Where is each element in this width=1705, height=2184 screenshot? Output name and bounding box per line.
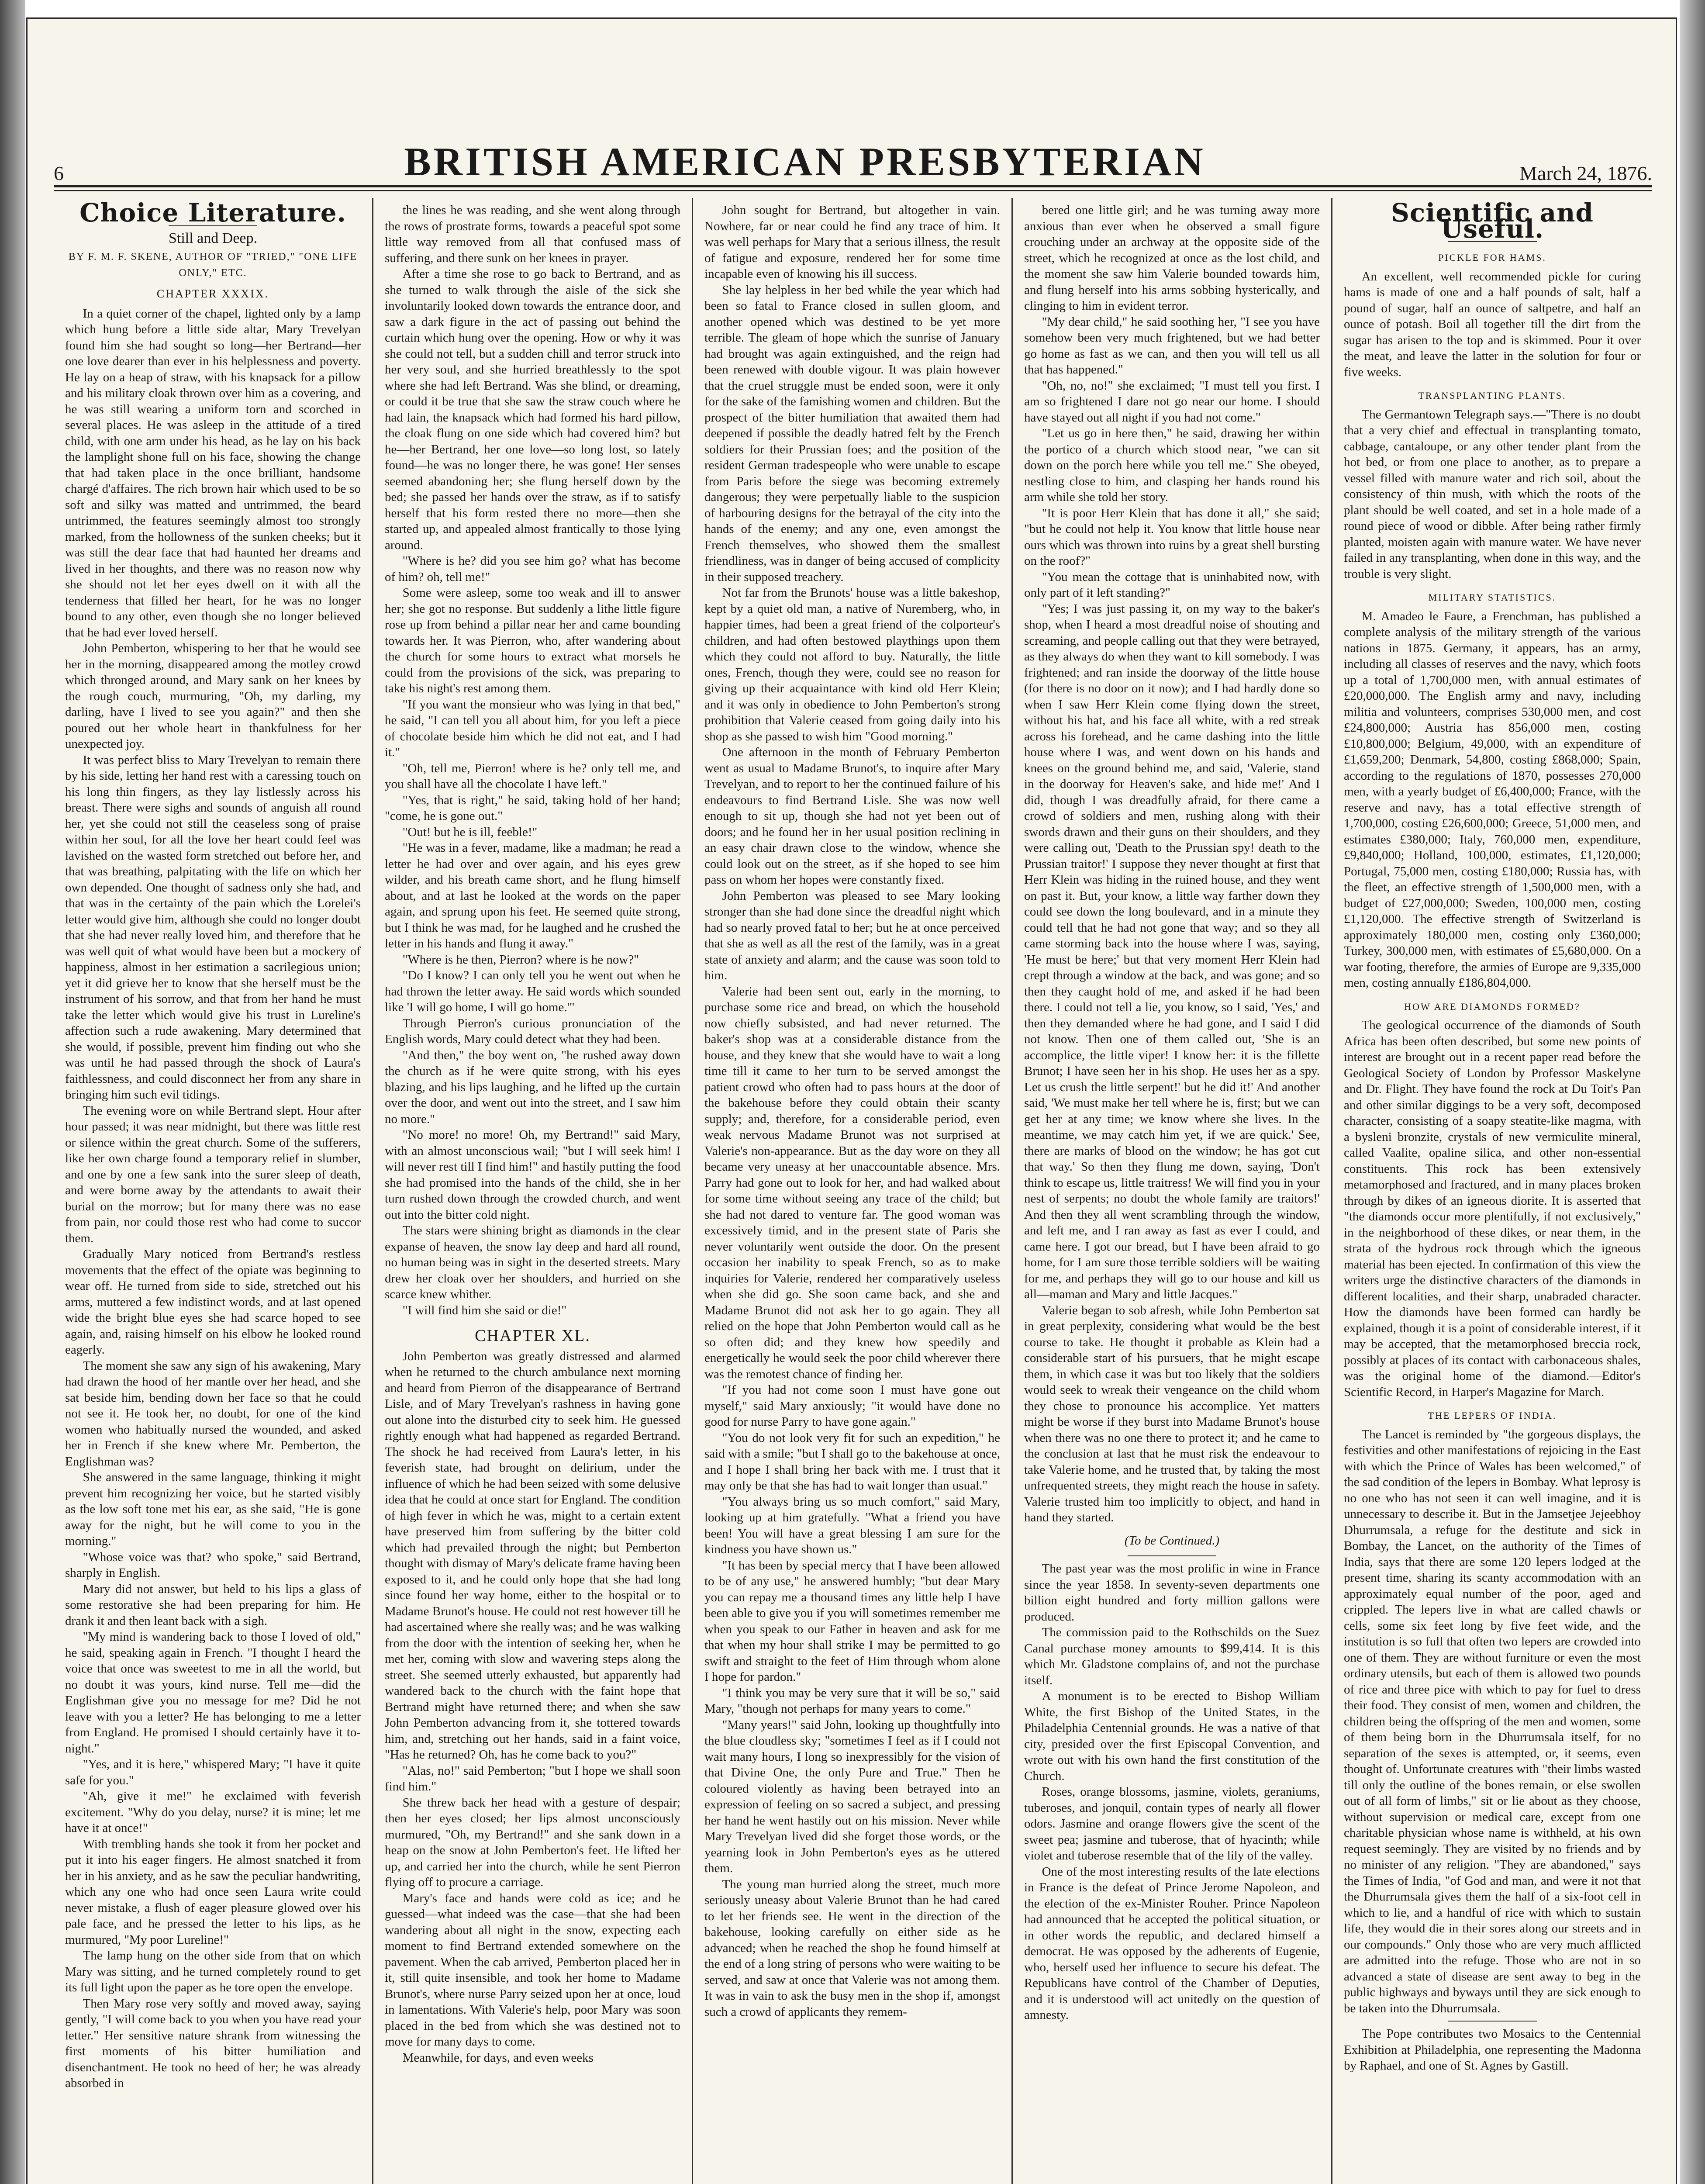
- paragraph: "It has been by special mercy that I have been allowed to be of any use," he answered humbly; "but dear Mary you can repay me a thousand times any little help I have been able to give you if you will sometimes remember me when you speak to our Father in heaven and ask for me that when my hour shall strike I may be permitted to go swift and straight to the feet of Him through whom alone I hope for pardon.": [704, 1558, 1000, 1684]
- paragraph: The moment she saw any sign of his awakening, Mary had drawn the hood of her mantle over her head, and she sat beside him, bending down her face so that he could not see it. He took her, no doubt, for one of the kind women who habitually nursed the wounded, and asked her in French if she knew where Mr. Pemberton, the Englishman was?: [65, 1358, 361, 1469]
- paragraph: She lay helpless in her bed while the year which had been so fatal to France closed in sullen gloom, and another opened which was destined to be yet more terrible. The gleam of hope which the sunrise of January had brought was again extinguished, and the reign had been renewed with double vigour. It was plain however that the cruel struggle must be ended soon, were it only for the sake of the famishing women and children. But the prospect of the bitter humiliation that awaited them had deepened if possible the deadly hatred felt by the French soldiers for their Prussian foes; and the position of the resident German tradespeople who were unable to escape from Paris before the siege was becoming extremely dangerous; they were perpetually liable to the suspicion of harbouring designs for the betrayal of the city into the hands of the enemy; and any one, even amongst the French themselves, who showed them the smallest friendliness, was in danger of being accused of complicity in their supposed treachery.: [704, 283, 1000, 584]
- paragraph: The stars were shining bright as diamonds in the clear expanse of heaven, the snow lay deep and hard all round, no human being was in sight in the deserted streets. Mary drew her cloak over her shoulders, and hurried on she scarce knew whither.: [385, 1223, 680, 1301]
- article-body: [1024, 202, 1320, 1526]
- paragraph: Not far from the Brunots' house was a little bakeshop, kept by a quiet old man, a native of Nuremberg, who, in happier times, had been a great friend of the colporteur's children, and had often bestowed playthings upon them which they could not afford to buy. Naturally, the little ones, French, though they were, could see no reason for giving up their acquaintance with kind old Herr Klein; and it was only in obedience to John Pemberton's strong prohibition that Valerie ceased from going daily into his shop as she passed to wish him "Good morning.": [704, 586, 1000, 743]
- paragraph: "It is poor Herr Klein that has done it all," she said; "but he could not help it. You know that little house near ours which was thrown into ruins by a great shell bursting on the roof?": [1024, 506, 1320, 568]
- paragraph: "Whose voice was that? who spoke," said Bertrand, sharply in English.: [65, 1550, 361, 1580]
- chapter-heading: CHAPTER XL.: [475, 1327, 590, 1345]
- paragraph: "Yes, and it is here," whispered Mary; "I have it quite safe for you.": [65, 1757, 361, 1787]
- item-heading: TRANSPLANTING PLANTS.: [1418, 390, 1567, 401]
- item-heading: HOW ARE DIAMONDS FORMED?: [1404, 1001, 1581, 1012]
- article-body: [65, 306, 361, 2091]
- paragraph: "Out! but he is ill, feeble!": [402, 825, 538, 839]
- paragraph: "Oh, no, no!" she exclaimed; "I must tell you first. I am so frightened I dare not go near our home. I should have stayed out all night if you had not come.": [1024, 378, 1320, 425]
- paragraph: Gradually Mary noticed from Bertrand's restless movements that the effect of the opiate was beginning to wear off. He turned from side to side, stretched out his arms, muttered a few indistinct words, and at last opened wide the bright blue eyes she had scarce hoped to see again, and, raising himself on his elbow he looked round eagerly.: [65, 1247, 361, 1357]
- article-body: [704, 202, 1000, 2020]
- column-2: [373, 198, 693, 2184]
- paragraph: "My dear child," he said soothing her, "I see you have somehow been very much frightened, but we had better go home as fast as we can, and then you will tell us all that has happened.": [1024, 314, 1320, 377]
- continued-note: (To be Continued.): [1124, 1533, 1220, 1548]
- paragraph: bered one little girl; and he was turning away more anxious than ever when he observed a small figure crouching under an archway at the opposite side of the street, which he recognized at once as the lost child, and the moment she saw him Valerie bounded towards him, and flung herself into his arms sobbing hysterically, and clinging to him in evident terror.: [1024, 203, 1320, 313]
- masthead-rule: [54, 190, 1652, 191]
- paragraph: With trembling hands she took it from her pocket and put it into his eager fingers. He almost snatched it from her in his anxiety, and as he saw the peculiar handwriting, which any one who had once seen Laura write could never mistake, a flush of eager pleasure glowed over his pale face, and he pressed the letter to his lips, as he murmured, "My poor Lureline!": [65, 1837, 361, 1947]
- story-title: Still and Deep.: [168, 230, 258, 246]
- paragraph: John Pemberton was pleased to see Mary looking stronger than she had done since the dreadful night which had so nearly proved fatal to her; but he at once perceived that she as well as all the rest of the family, was in a great state of anxiety and alarm; and the cause was soon told to him.: [704, 888, 1000, 982]
- section-heading: Choice Literature.: [79, 198, 346, 228]
- item-text: The Germantown Telegraph says.—"There is no doubt that a very chief and effectual in transplanting tomato, cabbage, cantaloupe, or any other tender plant from the hot bed, or from one place to another, as to prepare a vessel filled with manure water and rich soil, about the consistency of thin mush, with which the roots of the plant should be well coated, and set in a hole made of a round piece of wood or dibble. After being rather firmly planted, moisten again with manure water. We have never failed in any transplanting, when done in this way, and the trouble is very slight.: [1344, 407, 1641, 581]
- article-body: [385, 1348, 680, 2066]
- paragraph: A monument is to be erected to Bishop William White, the first Bishop of the United States, in the Philadelphia Centennial grounds. He was a native of that city, presided over the first Episcopal Convention, and wrote out with his own hand the first constitution of the Church.: [1024, 1689, 1320, 1783]
- paragraph: "My mind is wandering back to those I loved of old," he said, speaking again in French. "I thought I heard the voice that once was sweetest to me in all the world, but no doubt it was yours, kind nurse. Tell me—did the Englishman give you no message for me? Did he not leave with you a letter? He has belonging to me a letter from England. He promised I should certainly have it to-night.": [65, 1630, 361, 1755]
- paragraph: "Yes; I was just passing it, on my way to the baker's shop, when I heard a most dreadful noise of shouting and screaming, and people calling out that they were betrayed, as they always do when they want to kill somebody. I was frightened; and ran inside the doorway of the little house (for there is no door on it now); and I had hardly done so when I saw Herr Klein come flying down the street, without his hat, and his face all white, with a red streak across his forehead, and he came dashing into the little house where I was, and went down on his hands and knees on the ground behind me, and said, 'Valerie, stand in the doorway for Heaven's sake, and hide me!' And I did, though I was dreadfully afraid, for there came a crowd of soldiers and men, rushing along with their swords drawn and their guns on their shoulders, and they were calling out, 'Death to the Prussian spy! death to the Prussian traitor!' I suppose they never thought at first that Herr Klein was hiding in the ruined house, and they went on past it. But, your know, a little way farther down they could see down the long boulevard, and in a minute they could tell that he had not gone that way; and so they all came storming back into the house where I was, saying, 'He must be here;' but that very moment Herr Klein had crept through a window at the back, and was gone; and so then they caught hold of me, and asked if he had been there. I could not tell a lie, you know, so I said, 'Yes,' and then they demanded where he had gone, and I said I did not know. Then one of them called out, 'She is an accomplice, the little viper! I know her: it is the fillette Brunot; I have seen her in his shop. He uses her as a spy. Let us crush the little serpent!' but he did it!' And another said, 'We must make her tell where he is, first; but we can get her at any time; we know where she lives. In the meantime, we may catch him yet, if we are quick.' See, there are marks of blood on the window; he has got cut that way.' So then they flung me down, saying, 'Don't think to escape us, little traitress! We will find you in your nest of serpents; no doubt the whole family are traitors!' And then they all went scrambling through the window, and left me, and I ran away as fast as ever I could, and came here. I got our bread, but I have been afraid to go home, for I am sure those terrible soldiers will be waiting for me, and perhaps they will go to our house and kill us all—maman and Mary and little Jacques.": [1024, 601, 1320, 1301]
- paragraph: Valerie had been sent out, early in the morning, to purchase some rice and bread, on which the household now chiefly subsisted, and had never returned. The baker's shop was at a considerable distance from the house, and they knew that she would have to wait a long time till it came to her turn to be served amongst the patient crowd who often had to pass hours at the door of the bakehouse before they could obtain their scanty supply; and, therefore, for a considerable period, even weak nervous Madame Brunot was not surprised at Valerie's non-appearance. But as the day wore on they all became very uneasy at her unaccountable absence. Mrs. Parry had gone out to look for her, and had walked about for some time without seeing any trace of the child; but she had not dared to venture far. The good woman was excessively timid, and in the present state of Paris she never voluntarily went outside the door. On the present occasion her inability to speak French, so as to make inquiries for Valerie, rendered her comparatively useless when she did go. She soon came back, and she and Madame Brunot did not ask her to go again. They all relied on the hope that John Pemberton would call as he so often did; and they knew how speedily and energetically he would seek the poor child wherever there was the remotest chance of finding her.: [704, 984, 1000, 1381]
- newspaper-page: [26, 17, 1677, 2184]
- column-3: [693, 198, 1013, 2184]
- paragraph: The lamp hung on the other side from that on which Mary was sitting, and he turned completely round to get its full light upon the paper as he tore open the envelope.: [65, 1949, 361, 1994]
- paragraph: "Do I know? I can only tell you he went out when he had thrown the letter away. He said words which sounded like 'I will go home, I will go home.'": [385, 968, 680, 1014]
- item-text: The geological occurrence of the diamonds of South Africa has been often described, but some new points of interest are brought out in a recent paper read before the Geological Society of London by Professor Maskelyne and Dr. Flight. They have found the rock at Du Toit's Pan and other similar diggings to be a very soft, decomposed character, consisting of a soapy steatite-like magma, with a bysleni bronzite, crystals of new vermiculite mineral, called Vaalite, opaline silica, and other non-essential constituents. This rock has been extensively metamorphosed and fractured, and in many places broken through by dikes of an igneous diorite. It is asserted that "the diamonds occur more plentifully, if not exclusively," in the neighborhood of these dikes, or near them, in the strata of the hydrous rock through which the igneous material has been ejected. In confirmation of this view the writers urge the distinctive characters of the diamonds in different localities, and their sharp, unabraded character. How the diamonds have been formed can hardly be explained, though it is a point of considerable interest, if it may be accepted, that the metamorphosed breccia rock, possibly at places of its contact with carbonaceous shales, was the original home of the diamond.—Editor's Scientific Record, in Harper's Magazine for March.: [1344, 1018, 1641, 1399]
- item-text: The Pope contributes two Mosaics to the Centennial Exhibition at Philadelphia, one representing the Madonna by Raphael, and one of St. Agnes by Gastill.: [1344, 2027, 1641, 2073]
- page-edge-left: [0, 0, 25, 2184]
- divider: [1128, 1555, 1216, 1556]
- paragraph: "You always bring us so much comfort," said Mary, looking up at him gratefully. "What a friend you have been! You will have a great blessing I am sure for the kindness you have shown us.": [704, 1494, 1000, 1556]
- column-5: [1332, 198, 1652, 2184]
- paragraph: "No more! no more! Oh, my Bertrand!" said Mary, with an almost unconscious wail; "but I will seek him! I will never rest till I find him!" and hastily putting the food she had promised into the hands of the child, she in her turn rushed down through the crowded church, and went out into the bitter cold night.: [385, 1128, 680, 1222]
- paragraph: "I will find him she said or die!": [402, 1303, 567, 1317]
- paragraph: She threw back her head with a gesture of despair; then her eyes closed; her lips almost unconsciously murmured, "Oh, my Bertrand!" and she sank down in a heap on the snow at John Pemberton's feet. He lifted her up, and carried her into the church, while he sent Pierron flying off to procure a carriage.: [385, 1795, 680, 1889]
- paragraph: The past year was the most prolific in wine in France since the year 1858. In seventy-seven departments one billion eight hundred and forty million gallons were produced.: [1024, 1562, 1320, 1624]
- paragraph: "Many years!" said John, looking up thoughtfully into the blue cloudless sky; "sometimes I feel as if I could not wait many hours, I long so inexpressibly for the vision of that Divine One, the only Pure and True." Then he coloured violently as having been betrayed into an expression of feeling on so sacred a subject, and pressing her hand he went hastily out on his mission. Never while Mary Trevelyan lived did she forget those words, or the yearning look in John Pemberton's eyes as he uttered them.: [704, 1717, 1000, 1875]
- news-items: [1024, 1561, 1320, 2023]
- paragraph: Then Mary rose very softly and moved away, saying gently, "I will come back to you when you have read your letter." Her sensitive nature shrank from witnessing the first moments of his bitter humiliation and disenchantment. He took no heed of her; he was already absorbed in: [65, 1996, 361, 2090]
- paragraph: One afternoon in the month of February Pemberton went as usual to Madame Brunot's, to inquire after Mary Trevelyan, and to report to her the continued failure of his endeavours to find Bertrand Lisle. She was now well enough to sit up, though she had not yet been out of doors; and he found her in her usual position reclining in an easy chair drawn close to the window, whence she could look out on the street, as if she hoped to see him pass on whom her hopes were constantly fixed.: [704, 745, 1000, 887]
- paragraph: In a quiet corner of the chapel, lighted only by a lamp which hung before a little side altar, Mary Trevelyan found him she had sought so long—her Bertrand—her one love dearer than ever in his helplessness and poverty. He lay on a heap of straw, with his knapsack for a pillow and his military cloak thrown over him as a covering, and he was still wearing a uniform torn and scorched in several places. He was asleep in the attitude of a tired child, with one arm under his head, as he lay on his back the lamplight shone full on his face, showing the change that had taken place in the once brilliant, handsome chargé d'affaires. The rich brown hair which used to be so soft and silky was matted and untrimmed, the beard untrimmed, the features seemingly almost too strongly marked, from the hollowness of the sunken cheeks; but it was still the dear face that had haunted her dreams and lived in her thoughts, and there was no reason now why she should not let her eyes dwell on it with all the tenderness that filled her heart, for he was no longer bound to any other, even though she no longer believed that he had ever loved herself.: [65, 306, 361, 639]
- paragraph: the lines he was reading, and she went along through the rows of prostrate forms, towards a peaceful spot some little way removed from all that confused mass of suffering, and there sunk on her knees in prayer.: [385, 203, 680, 265]
- paragraph: Some were asleep, some too weak and ill to answer her; she got no response. But suddenly a lithe little figure rose up from behind a pillar near her and came bounding towards her. It was Pierron, who, after wandering about the church for some hours to extract what morsels he could from the provisions of the sick, was preparing to take his night's rest among them.: [385, 586, 680, 695]
- scientific-items: [1344, 250, 1641, 2074]
- paragraph: John Pemberton was greatly distressed and alarmed when he returned to the church ambulance next morning and heard from Pierron of the disappearance of Bertrand Lisle, and of Mary Trevelyan's rashness in having gone out alone into the disturbed city to seek him. He guessed rightly enough what had happened as regarded Bertrand. The shock he had received from Laura's letter, in his feverish state, had brought on delirium, under the influence of which he had been seized with some delusive idea that he could at once start for England. The condition of high fever in which he was, might to a certain extent have preserved him from suffering by the bitter cold which had prevailed through the night; but Pemberton thought with dismay of Mary's delicate frame having been exposed to it, and he could only hope that she had long since found her way home, either to the hospital or to Madame Brunot's house. He could not rest however till he had ascertained where she really was; and he was walking from the door with the intention of seeking her, when he met her, coming with slow and wavering steps along the street. She seemed utterly exhausted, but apparently had wandered back to the church with the faint hope that Bertrand might have returned there; and when she saw John Pemberton advancing from it, she tottered towards him, and, stretching out her hands, said in a faint voice, "Has he returned? Oh, has he come back to you?": [385, 1349, 680, 1762]
- paragraph: "And then," the boy went on, "he rushed away down the church as if he were quite strong, with his eyes blazing, and his lips laughing, and he lifted up the curtain over the door, and went out into the street, and I saw him no more.": [385, 1048, 680, 1126]
- paragraph: She answered in the same language, thinking it might prevent him recognizing her voice, but he started visibly as the low soft tone met his ear, as she said, "He is gone away for the night, but he will come to you in the morning.": [65, 1470, 361, 1548]
- column-4: [1013, 198, 1332, 2184]
- divider: [1448, 2021, 1537, 2022]
- paragraph: Mary's face and hands were cold as ice; and he guessed—what indeed was the case—that she had been wandering about all night in the snow, expecting each moment to find Bertrand extended somewhere on the pavement. When the cab arrived, Pemberton placed her in it, still quite insensible, and took her home to Madame Brunot's, where nurse Parry seized upon her at once, loud in lamentations. With Valerie's help, poor Mary was soon placed in the bed from which she was destined not to move for many days to come.: [385, 1891, 680, 2049]
- paragraph: "Alas, no!" said Pemberton; "but I hope we shall soon find him.": [385, 1763, 680, 1794]
- paragraph: "You mean the cottage that is uninhabited now, with only part of it left standing?": [1024, 570, 1320, 600]
- paragraph: The commission paid to the Rothschilds on the Suez Canal purchase money amounts to $99,414. It is this which Mr. Gladstone complains of, and not the purchase itself.: [1024, 1625, 1320, 1687]
- section-heading: Scientific and Useful.: [1391, 198, 1594, 244]
- column-1: [54, 198, 373, 2184]
- paragraph: John sought for Bertrand, but altogether in vain. Nowhere, far or near could he find any trace of him. It was well perhaps for Mary that a serious illness, the result of fatigue and exposure, rendered her for some time incapable even of knowing his ill success.: [704, 203, 1000, 281]
- page-edge-right: [1680, 0, 1705, 2184]
- paragraph: "Ah, give it me!" he exclaimed with feverish excitement. "Why do you delay, nurse? it is mine; let me have it at once!": [65, 1789, 361, 1835]
- item-text: An excellent, well recommended pickle for curing hams is made of one and a half pounds of salt, half a pound of sugar, half an ounce of saltpetre, and half an ounce of potash. Boil all together till the dirt from the sugar has arisen to the top and is skimmed. Pour it over the meat, and leave the latter in the solution for four or five weeks.: [1344, 269, 1641, 379]
- paragraph: "He was in a fever, madame, like a madman; he read a letter he had over and over again, and his eyes grew wilder, and his breath came short, and he flung himself about, and at last he looked at the words on the paper again, and sprung upon his feet. He seemed quite strong, but I think he was mad, for he laughed and he crushed the letter in his hands and flung it away.": [385, 841, 680, 950]
- byline: BY F. M. F. SKENE, AUTHOR OF "TRIED," "ONE LIFE ONLY," ETC.: [68, 251, 358, 279]
- page-number: 6: [54, 162, 64, 184]
- masthead: [54, 132, 1652, 187]
- paragraph: "If you want the monsieur who was lying in that bed," he said, "I can tell you all about him, for you left a piece of chocolate beside him which he did not eat, and I had it.": [385, 697, 680, 759]
- paragraph: "I think you may be very sure that it will be so," said Mary, "though not perhaps for many years to come.": [704, 1686, 1000, 1716]
- paragraph: "Oh, tell me, Pierron! where is he? only tell me, and you shall have all the chocolate I have left.": [385, 761, 680, 791]
- item-text: The Lancet is reminded by "the gorgeous displays, the festivities and other manifestations of rejoicing in the East with which the Prince of Wales has been welcomed," of the sad condition of the lepers in Bombay. What leprosy is no one who has not seen it can well imagine, and it is unnecessary to describe it. But in the Jamsetjee Jejeebhoy Dhurrumsala, a refuge for the destitute and sick in Bombay, the Lancet, on the authority of the Times of India, says that there are some 120 lepers lodged at the present time, sharing its scanty accommodation with an approximately equal number of the poor, aged and crippled. The lepers live in what are called chawls or cells, some six feet long by five feet wide, and the institution is so full that often two lepers are crowded into one of them. They are without furniture or even the most ordinary utensils, but each of them is allowed two pounds of rice and three pice with which to pay for fuel to dress their food. They consist of men, women and children, the children being the offspring of the men and women, some of them being born in the Dhurrumsala itself, for no separation of the sexes is attempted, or, it seems, even thought of. Unfortunate creatures with "their limbs wasted till only the outline of the bones remain, or else swollen out of all form of limbs," sit or lie about as they choose, without supervision or medical care, except from one charitable physician whose name is withheld, at his own request seemingly. They are visited by no friends and by no minister of any religion. "They are abandoned," says the Times of India, "of God and man, and were it not that the Dhurrumsala gives them the half of a six-foot cell in which to lie, and a handful of rice with which to sustain life, they would die in their sores along our streets and in our compounds." Only those who are very much afflicted are admitted into the refuge. Those who are not in so advanced a state of disease are sent away to beg in the public highways and byways until they are sick enough to be taken into the Dhurrumsala.: [1344, 1427, 1641, 2015]
- paragraph: "Yes, that is right," he said, taking hold of her hand; "come, he is gone out.": [385, 793, 680, 823]
- paragraph: Through Pierron's curious pronunciation of the English words, Mary could detect what they had been.: [385, 1016, 680, 1046]
- paragraph: Mary did not answer, but held to his lips a glass of some restorative she had been preparing for him. He drank it and then leant back with a sigh.: [65, 1582, 361, 1628]
- paragraph: "If you had not come soon I must have gone out myself," said Mary anxiously; "it would have done no good for nurse Parry to have gone again.": [704, 1383, 1000, 1429]
- paragraph: "Let us go in here then," he said, drawing her within the portico of a church which stood near, "we can sit down on the porch here while you tell me." She obeyed, nestling close to him, and clasping her hands round his arm while she told her story.: [1024, 426, 1320, 504]
- paragraph: Valerie began to sob afresh, while John Pemberton sat in great perplexity, considering what would be the best course to take. He thought it probable as Klein had a considerable start of his pursuers, that he might escape them, in which case it was but too likely that the soldiers would seek to wreak their vengeance on the child whom they chose to pronounce his accomplice. Yet matters might be worse if they burst into Madame Brunot's house when there was no one there to protect it; and he came to the conclusion at last that he must risk the endeavour to take Valerie home, and he trusted that, by taking the most unfrequented streets, they might reach the house in safety. Valerie trusted him too implicitly to object, and hand in hand they started.: [1024, 1303, 1320, 1524]
- paragraph: "Where is he? did you see him go? what has become of him? oh, tell me!": [385, 554, 680, 584]
- item-heading: THE LEPERS OF INDIA.: [1428, 1410, 1557, 1421]
- item-heading: MILITARY STATISTICS.: [1428, 592, 1557, 603]
- paragraph: "You do not look very fit for such an expedition," he said with a smile; "but I shall go to the bakehouse at once, and I hope I shall bring her back with me. I trust that it may only be that she has had to wait longer than usual.": [704, 1431, 1000, 1493]
- paragraph: "Where is he then, Pierron? where is he now?": [402, 952, 639, 967]
- newspaper-title: BRITISH AMERICAN PRESBYTERIAN: [404, 139, 1206, 184]
- article-body: [385, 202, 680, 1318]
- paragraph: Meanwhile, for days, and even weeks: [402, 2050, 594, 2065]
- paragraph: It was perfect bliss to Mary Trevelyan to remain there by his side, letting her hand rest with a caressing touch on his long thin fingers, as they lay listlessly across his breast. There were sighs and sounds of anguish all round her, yet she could not still the ceaseless song of praise within her soul, for all the love her heart could feel was lavished on the wasted form stretched out before her, and that was breathing, palpitating with the life on which her own depended. One thought of sadness only she had, and that was in the certainty of the pain which the Lorelei's letter would give him, although she could no longer doubt that she had never really loved him, and therefore that he was well quit of what would have been but a mockery of happiness, almost in her estimation a sacrilegious union; yet it did grieve her to know that she herself must be the instrument of his sorrow, and that from her hand he must take the letter which would give his trust in Lureline's affection such a rude awakening. Mary determined that she would, if possible, prevent him finding out who she was until he had passed through the shock of Laura's faithlessness, and could disconnect her from any share in bringing him such evil tidings.: [65, 753, 361, 1102]
- paragraph: Roses, orange blossoms, jasmine, violets, geraniums, tuberoses, and jonquil, contain types of nearly all flower odors. Jasmine and orange flowers give the scent of the sweet pea; jasmine and tuberose, that of hyacinth; while violet and tuberose resemble that of the lily of the valley.: [1024, 1785, 1320, 1863]
- paragraph: The young man hurried along the street, much more seriously uneasy about Valerie Brunot than he had cared to let her friends see. He went in the direction of the bakehouse, looking carefully on either side as he advanced; when he reached the shop he found himself at the end of a long string of persons who were waiting to be served, and saw at once that Valerie was not among them. It was in vain to ask the busy men in the shop if, amongst such a crowd of applicants they remem-: [704, 1877, 1000, 2019]
- paragraph: The evening wore on while Bertrand slept. Hour after hour passed; it was near midnight, but there was little rest or silence within the great church. Some of the sufferers, like her own charge found a temporary relief in slumber, and one by one a few sank into the surer sleep of death, and were borne away by the attendants to await their burial on the morrow; but for many there was no ease from pain, nor could those rest who had come to succor them.: [65, 1103, 361, 1245]
- item-text: M. Amadeo le Faure, a Frenchman, has published a complete analysis of the military strength of the various nations in 1875. Germany, it appears, has an army, including all classes of reserves and the navy, which foots up a total of 1,700,000 men, with annual estimates of £20,000,000. The English army and navy, including militia and volunteers, comprises 530,000 men, and cost £24,800,000; Austria has 856,000 men, costing £10,800,000; Belgium, 49,000, with an expenditure of £1,659,200; Denmark, 54,800, costing £868,000; Spain, according to the regulations of 1870, possesses 270,000 men, with a yearly budget of £6,400,000; France, with the reserve and navy, has a total effective strength of 1,700,000, costing £26,600,000; Greece, 51,000 men, and estimates £380,000; Italy, 760,000 men, expenditure, £9,840,000; Holland, 100,000, estimates, £1,120,000; Portugal, 75,000 men, costing £180,000; Russia has, with the fleet, an effective strength of 1,500,000 men, with a budget of £27,000,000; Sweden, 100,000 men, costing £1,120,000. The effective strength of Switzerland is approximately 180,000 men, costing only £360,000; Turkey, 300,000 men, with estimates of £5,680,000. On a war footing, therefore, the armies of Europe are 9,335,000 men, costing annually £186,804,000.: [1344, 609, 1641, 990]
- paragraph: One of the most interesting results of the late elections in France is the defeat of Prince Jerome Napoleon, and the election of the ex-Minister Rouher. Prince Napoleon had announced that he accepted the political situation, or in other words the republic, and declared himself a democrat. He was opposed by the adherents of Eugenie, who, herself used her influence to secure his defeat. The Republicans have control of the Chamber of Deputies, and it is understood will act unitedly on the question of amnesty.: [1024, 1864, 1320, 2022]
- chapter-heading: CHAPTER XXXIX.: [156, 287, 269, 300]
- paragraph: John Pemberton, whispering to her that he would see her in the morning, disappeared among the motley crowd which thronged around, and Mary sank on her knees by the rough couch, murmuring, "Oh, my darling, my darling, have I lived to see you again?" and then she poured out her whole heart in thankfulness for her unexpected joy.: [65, 641, 361, 751]
- issue-date: March 24, 1876.: [1519, 162, 1652, 184]
- columns: [54, 198, 1652, 2184]
- paragraph: After a time she rose to go back to Bertrand, and as she turned to walk through the aisle of the sick she involuntarily looked down towards the entrance door, and saw a dark figure in the act of passing out behind the curtain which hung over the opening. How or why it was she could not tell, but a sudden chill and terror struck into her very soul, and she hurried breathlessly to the spot where she had left Bertrand. Was she blind, or dreaming, or could it be true that she saw the straw couch where he had lain, the knapsack which had formed his hard pillow, the cloak flung on one side which had covered him? but he—her Bertrand, her one love—so long lost, so lately found—he was no longer there, he was gone! Her senses seemed abandoning her; she flung herself down by the bed; she passed her hands over the straw, as if to satisfy herself that his form rested there no more—then she started up, and appealed almost frantically to those lying around.: [385, 267, 680, 552]
- item-heading: PICKLE FOR HAMS.: [1438, 252, 1546, 263]
